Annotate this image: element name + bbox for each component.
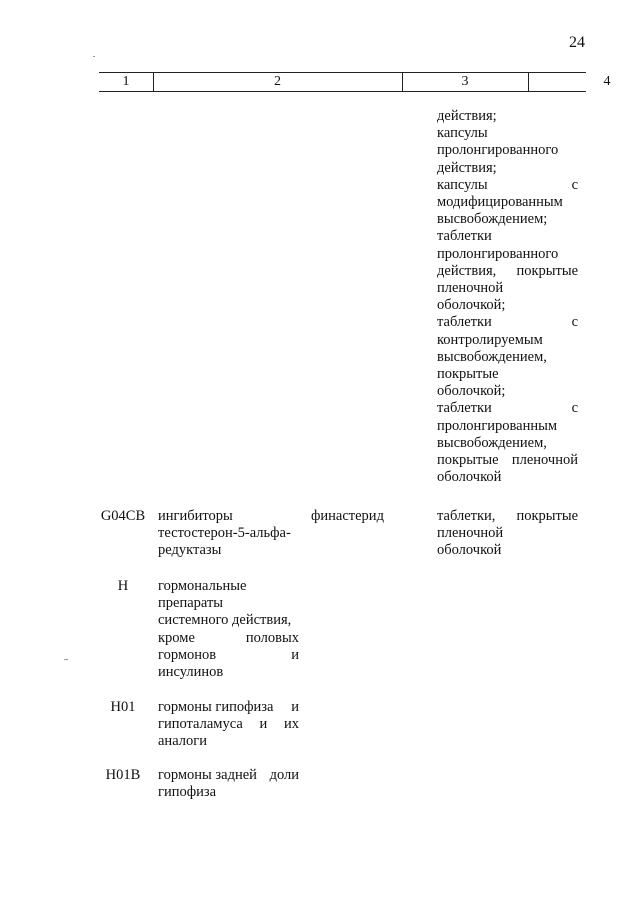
word: покрытые bbox=[516, 508, 578, 524]
atc-name-h01 bbox=[158, 699, 299, 751]
header-col-4: 4 bbox=[603, 74, 611, 89]
text-line: высвобождением; bbox=[437, 211, 548, 228]
text-line-justified bbox=[158, 767, 299, 784]
drug-name-finasteride: финастерид bbox=[311, 508, 384, 524]
continued-dosage-forms bbox=[437, 108, 578, 486]
word: с bbox=[571, 400, 578, 417]
text-line: тестостерон-5-альфа- bbox=[158, 525, 291, 542]
word: кроме bbox=[158, 629, 195, 646]
text-line: препараты bbox=[158, 595, 224, 612]
text-line-justified bbox=[437, 177, 578, 194]
word: гормонов bbox=[158, 646, 217, 663]
word: половых bbox=[245, 629, 299, 646]
text-line: покрытые bbox=[437, 366, 499, 383]
word: их bbox=[283, 716, 299, 733]
text-line: инсулинов bbox=[158, 664, 224, 681]
atc-name-h bbox=[158, 578, 299, 681]
word: таблетки bbox=[437, 314, 492, 331]
text-line-justified bbox=[437, 452, 578, 469]
word: таблетки bbox=[437, 400, 492, 417]
word: гипоталамуса bbox=[158, 716, 243, 733]
text-line: редуктазы bbox=[158, 542, 222, 559]
text-line: системного действия, bbox=[158, 612, 292, 629]
text-line-justified bbox=[158, 716, 299, 733]
text-line: таблетки bbox=[437, 228, 492, 245]
dosage-form-finasteride bbox=[437, 508, 578, 560]
text-line: действия; bbox=[437, 159, 497, 176]
text-line-justified bbox=[437, 263, 578, 280]
text-line: модифицированным bbox=[437, 194, 563, 211]
word: покрытые bbox=[516, 262, 578, 279]
text-line: контролируемым bbox=[437, 331, 543, 348]
table-header bbox=[99, 72, 611, 92]
word: и bbox=[291, 699, 299, 715]
atc-code-g04cb: G04CB bbox=[100, 508, 146, 524]
text-line-justified bbox=[158, 647, 299, 664]
text-line: оболочкой; bbox=[437, 297, 506, 314]
atc-name-h01b bbox=[158, 767, 299, 801]
text-line: пленочной bbox=[437, 525, 504, 542]
text-line: аналоги bbox=[158, 733, 207, 750]
word: пленочной bbox=[511, 452, 578, 469]
text-line: пленочной bbox=[437, 280, 504, 297]
text-line: высвобождением, bbox=[437, 434, 547, 451]
text-line: ингибиторы bbox=[158, 508, 233, 524]
word: с bbox=[571, 176, 578, 193]
text-line: гипофиза bbox=[158, 784, 217, 801]
word: таблетки, bbox=[437, 508, 496, 524]
text-line: оболочкой bbox=[437, 542, 502, 559]
word: с bbox=[571, 314, 578, 331]
word: покрытые bbox=[437, 452, 499, 469]
text-line: гормональные bbox=[158, 578, 247, 594]
atc-code-h01: H01 bbox=[110, 699, 136, 715]
text-line-justified bbox=[437, 314, 578, 331]
atc-code-h: H bbox=[117, 578, 129, 594]
text-line-justified bbox=[437, 400, 578, 417]
text-line: оболочкой bbox=[437, 469, 502, 486]
text-line: пролонгированного bbox=[437, 142, 559, 159]
text-line: оболочкой; bbox=[437, 383, 506, 400]
header-col-3: 3 bbox=[461, 74, 469, 89]
word: капсулы bbox=[437, 176, 488, 193]
scan-speck bbox=[93, 56, 95, 57]
word: и bbox=[291, 646, 299, 663]
word: гормоны гипофиза bbox=[158, 699, 274, 715]
text-line: пролонгированным bbox=[437, 417, 558, 434]
text-line: высвобождением, bbox=[437, 348, 547, 365]
word: доли bbox=[269, 767, 299, 783]
text-line-justified bbox=[437, 508, 578, 525]
page-number: 24 bbox=[569, 34, 585, 51]
atc-name-g04cb bbox=[158, 508, 299, 560]
text-line: пролонгированного bbox=[437, 245, 559, 262]
scan-speck bbox=[64, 659, 68, 660]
text-line-justified bbox=[158, 699, 299, 716]
word: гормоны задней bbox=[158, 767, 257, 783]
header-col-1: 1 bbox=[122, 74, 130, 89]
header-col-2: 2 bbox=[274, 74, 281, 89]
word: действия, bbox=[437, 262, 497, 279]
word: и bbox=[259, 716, 268, 733]
text-line: действия; bbox=[437, 108, 497, 124]
text-line: капсулы bbox=[437, 125, 488, 142]
atc-code-h01b: H01B bbox=[105, 767, 141, 783]
text-line-justified bbox=[158, 630, 299, 647]
